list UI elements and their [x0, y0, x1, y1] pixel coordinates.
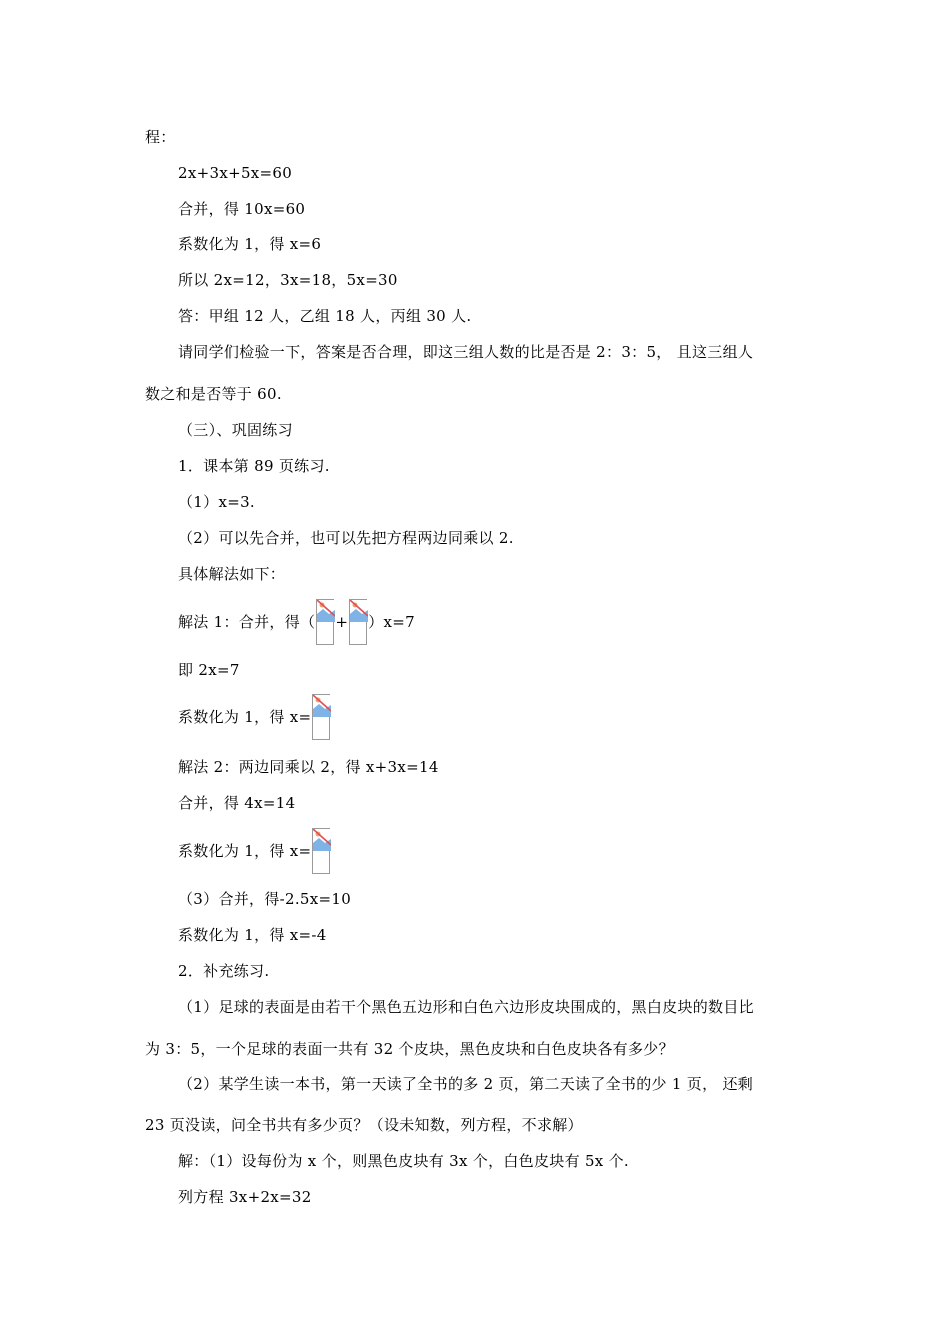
- text-line: 系数化为 1，得 x=6: [178, 235, 322, 253]
- text-line: 1．课本第 89 页练习.: [178, 457, 330, 475]
- equation-line: 2x+3x+5x=60: [178, 164, 293, 182]
- broken-image-icon: [349, 599, 367, 645]
- text-line: （1）x=3.: [178, 493, 255, 511]
- problem-line: （2）某学生读一本书，第一天读了全书的多 2 页，第二天读了全书的少 1 页， 还剩: [178, 1075, 754, 1093]
- text-line: 合并，得 4x=14: [178, 794, 296, 812]
- text-line: 程：: [145, 128, 176, 146]
- text-line: 即 2x=7: [178, 661, 240, 679]
- text-line: 数之和是否等于 60.: [145, 385, 282, 403]
- text-segment: ）x=7: [368, 613, 415, 631]
- text-segment: 系数化为 1，得 x=: [178, 842, 312, 860]
- text-line: （2）可以先合并，也可以先把方程两边同乘以 2.: [178, 529, 514, 547]
- problem-line: （1）足球的表面是由若干个黑色五边形和白色六边形皮块围成的，黑白皮块的数目比: [178, 998, 754, 1016]
- coefficient-line: [178, 826, 331, 876]
- problem-line: 23 页没读，问全书共有多少页？（设未知数，列方程，不求解）: [145, 1116, 583, 1134]
- answer-line: 答：甲组 12 人，乙组 18 人，丙组 30 人.: [178, 307, 472, 325]
- text-line: （3）合并，得-2.5x=10: [178, 890, 352, 908]
- solution-line: 解：（1）设每份为 x 个，则黑色皮块有 3x 个，白色皮块有 5x 个.: [178, 1152, 629, 1170]
- text-line: 所以 2x=12，3x=18，5x=30: [178, 271, 398, 289]
- text-segment: 系数化为 1，得 x=: [178, 708, 312, 726]
- text-segment: +: [335, 613, 349, 631]
- text-line: 系数化为 1，得 x=-4: [178, 926, 327, 944]
- problem-line: 为 3：5，一个足球的表面一共有 32 个皮块，黑色皮块和白色皮块各有多少？: [145, 1040, 674, 1058]
- section-heading: （三）、巩固练习: [178, 421, 293, 439]
- text-line: 请同学们检验一下，答案是否合理，即这三组人数的比是否是 2：3：5， 且这三组人: [178, 343, 754, 361]
- text-line: 合并，得 10x=60: [178, 200, 306, 218]
- section-heading: 2．补充练习.: [178, 962, 270, 980]
- text-line: 具体解法如下：: [178, 565, 286, 583]
- equation-line: 列方程 3x+2x=32: [178, 1188, 312, 1206]
- broken-image-icon: [316, 599, 334, 645]
- broken-image-icon: [312, 694, 330, 740]
- text-segment: 解法 1：合并，得（: [178, 613, 316, 631]
- coefficient-line: [178, 692, 331, 742]
- broken-image-icon: [312, 828, 330, 874]
- solution-2-line: 解法 2：两边同乘以 2，得 x+3x=14: [178, 758, 439, 776]
- solution-1-line: [178, 597, 415, 647]
